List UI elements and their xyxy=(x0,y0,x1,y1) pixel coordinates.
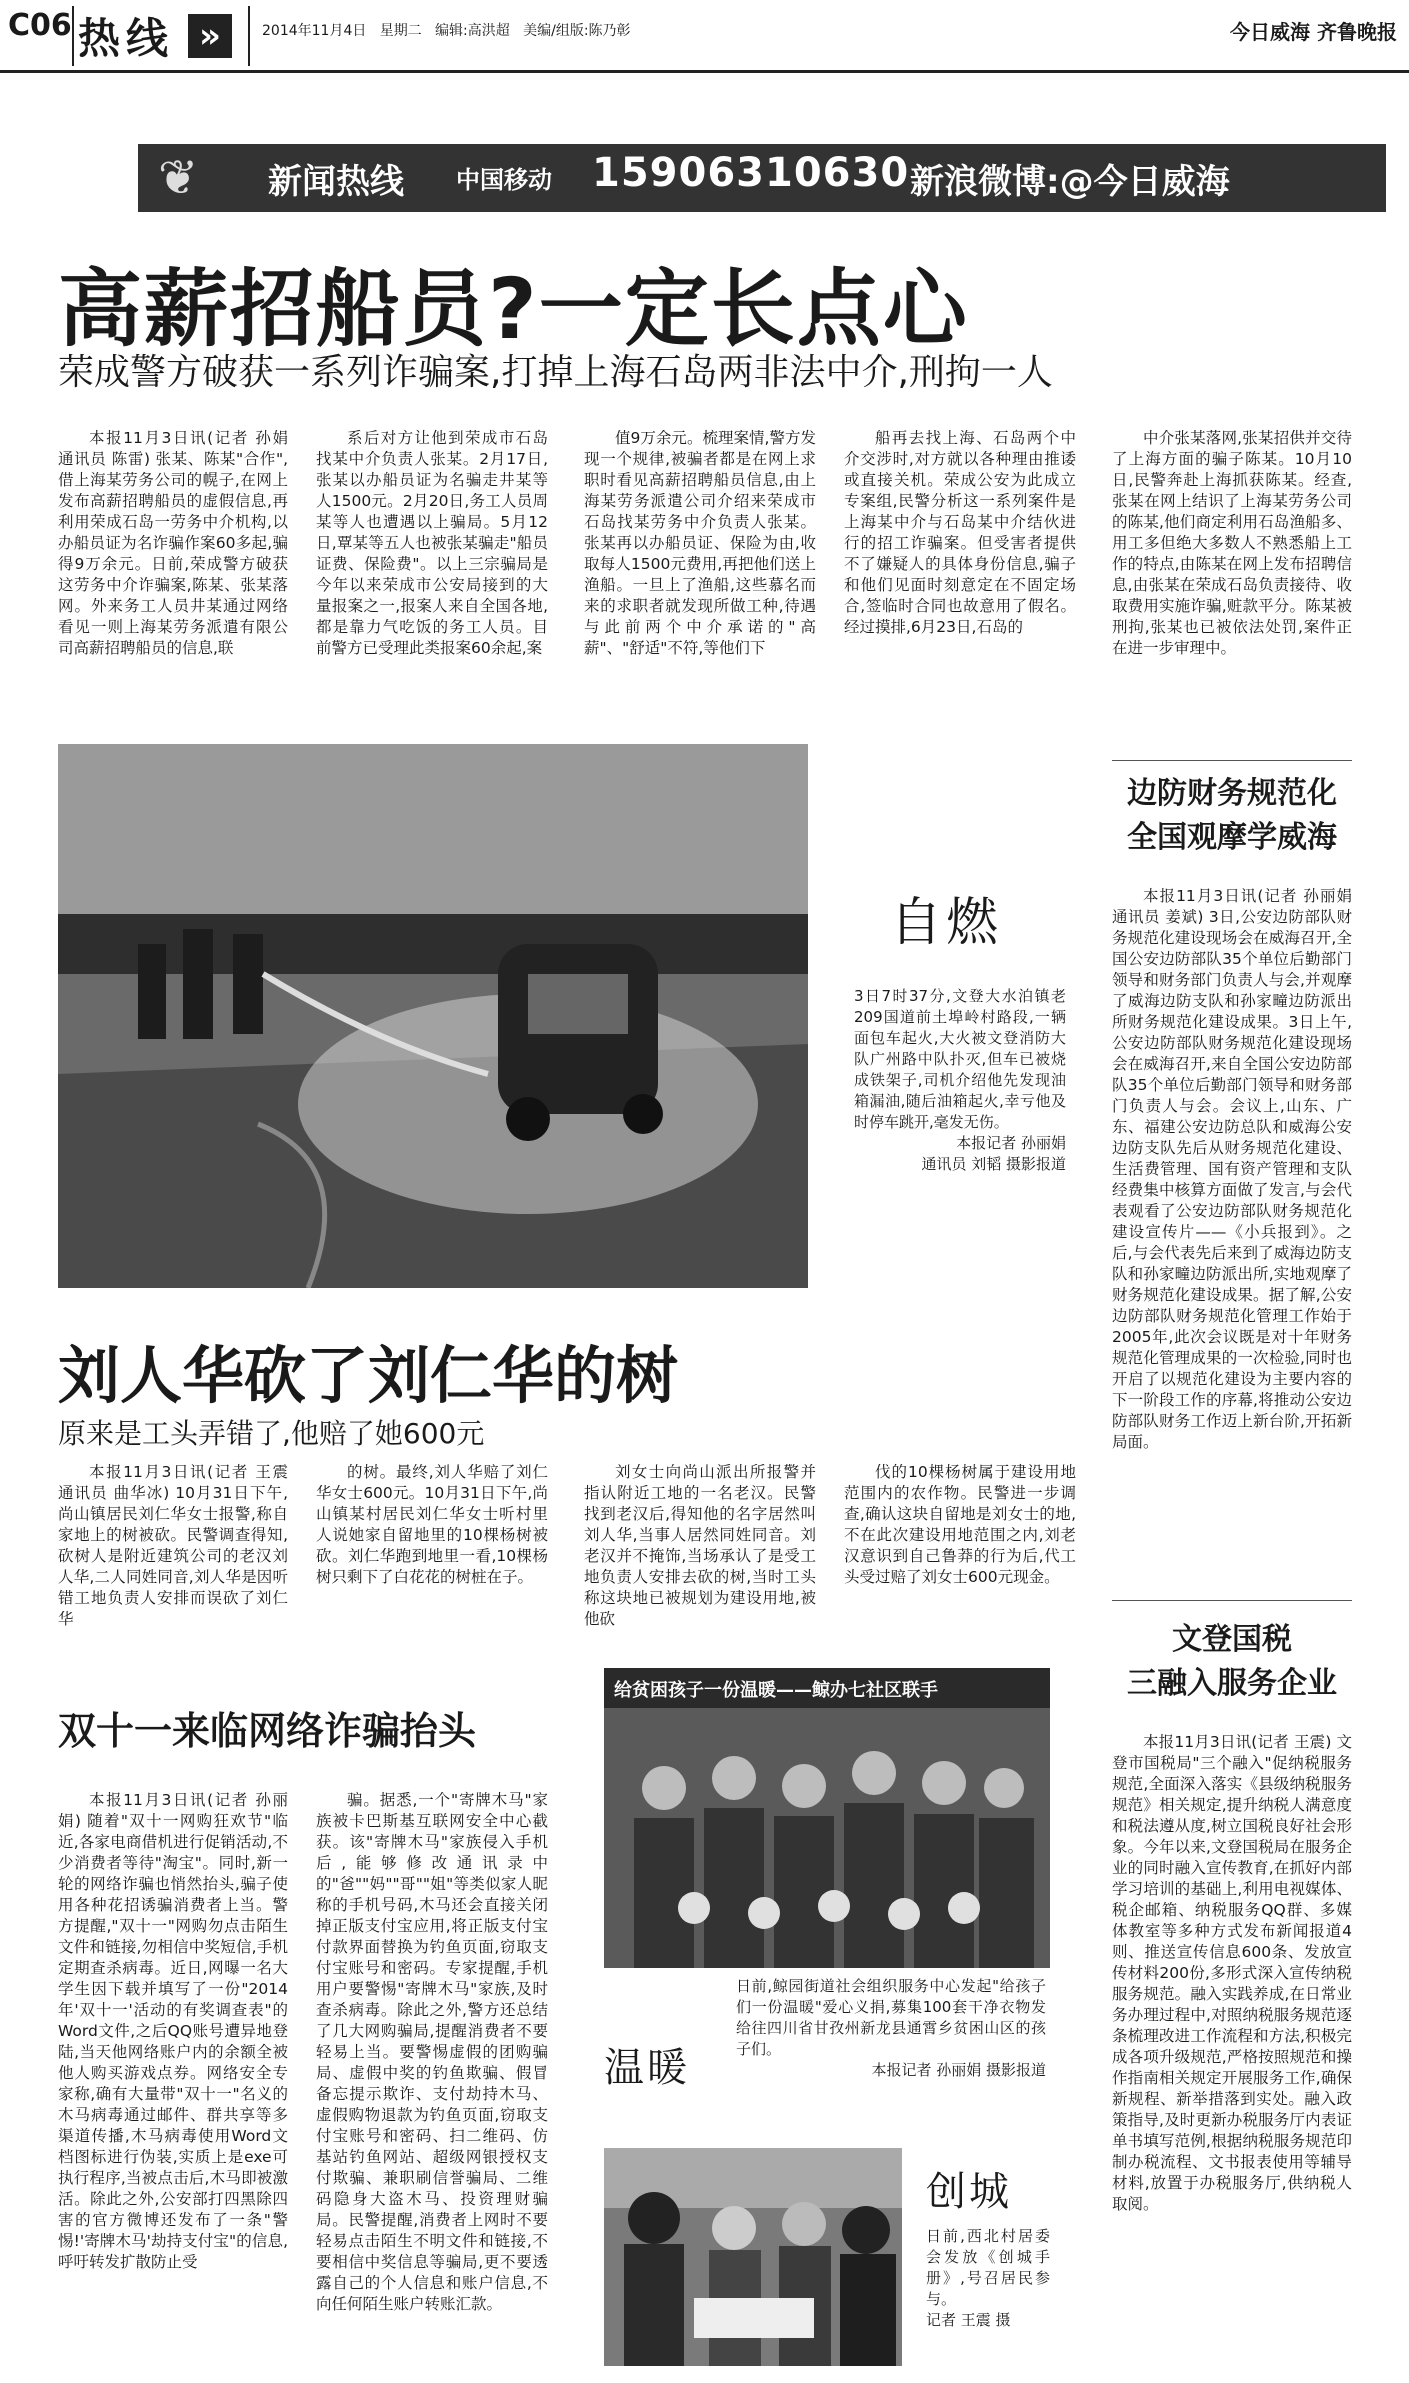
warm-caption-text: 日前,鲸园街道社会组织服务中心发起"给孩子们一份温暖"爱心义捐,募集100套干净衣物发给往四川省甘孜州新龙县通霄乡贫困山区的孩子们。 xyxy=(736,1977,1046,2058)
header-divider xyxy=(72,6,74,66)
scam-col-1: 本报11月3日讯(记者 孙丽娟) 随着"双十一网购狂欢节"临近,各家电商借机进行促销活动,不少消费者等待"淘宝"。同时,新一轮的网络诈骗也悄然抬头,骗子使用各种花招诱骗消费者上当。警方提醒,"双十一"网购勿点击陌生文件和链接,勿相信中奖短信,手机定期查杀病毒。近日,网曝一名大学生因下载并填写了一份"2014年'双十一'活动的有奖调查表"的Word文件,之后QQ账号遭异地登陆,当天他网络账户内的余额全被他人购买游戏点券。网络安全专家称,确有大量带"双十一"名义的木马病毒通过邮件、群共享等多渠道传播,木马病毒使用Word文档图标进行伪装,实质上是exe可执行程序,当被点击后,木马即被激活。除此之外,公安部打四黑除四害的官方微博还发布了一条"警惕!'寄牌木马'劫持支付宝"的信息,呼吁转发扩散防止受 xyxy=(58,1791,288,2271)
scam-col-2: 骗。据悉,一个"寄牌木马"家族被卡巴斯基互联网安全中心截获。该"寄牌木马"家族侵入手机后,能够修改通讯录中的"爸""妈""哥""姐"等类似家人昵称的手机号码,木马还会直接关闭掉正版支付宝应用,将正版支付宝付款界面替换为钓鱼页面,窃取支付宝账号和密码。专家提醒,手机用户要警惕"寄牌木马"家族,及时查杀病毒。除此之外,警方还总结了几大网购骗局,提醒消费者不要轻易上当。要警惕虚假的团购骗局、虚假中奖的钓鱼欺骗、假冒备忘提示欺诈、支付劫持木马、虚假购物退款为钓鱼页面,窃取支付宝账号和密码、扫二维码、仿基站钓鱼网站、超级网银授权支付欺骗、兼职刷信誉骗局、二维码隐身大盗木马、投资理财骗局。民警提醒,消费者上网时不要轻易点击陌生不明文件和链接,不要相信中奖信息等骗局,更不要透露自己的个人信息和账户信息,不向任何陌生账户转账汇款。 xyxy=(316,1791,548,2313)
masthead-logo: 今日威海 齐鲁晚报 xyxy=(1230,20,1397,44)
bird-logo-icon: ❦ xyxy=(158,150,199,206)
page-number: C06 xyxy=(8,8,72,43)
burning-van-image xyxy=(58,744,808,1288)
tax-top-rule xyxy=(1112,1600,1352,1601)
tree-col-2: 的树。最终,刘人华赔了刘仁华女士600元。10月31日下午,尚山镇某村居民刘仁华女士听村里人说她家自留地里的10棵杨树被砍。刘仁华跑到地里一看,10棵杨树只剩下了白花花的树桩在子。 xyxy=(316,1463,548,1586)
border-title-line-2: 全国观摩学威海 xyxy=(1127,820,1337,855)
main-col-1: 本报11月3日讯(记者 孙娟 通讯员 陈雷) 张某、陈某"合作",借上海某劳务公司的幌子,在网上发布高薪招聘船员的虚假信息,再利用荣成石岛一劳务中介机构,以办船员证为名诈骗作案60多起,骗得9万余元。日前,荣成警方破获这劳务中介诈骗案,陈某、张某落网。外来务工人员井某通过网络看见一则上海某劳务派遣有限公司高薪招聘船员的信息,联 xyxy=(58,429,288,657)
news-hotline-banner xyxy=(138,144,1386,212)
tree-col-4: 伐的10棵杨树属于建设用地范围内的农作物。民警进一步调查,确认这块自留地是刘女士的地,不在此次建设用地范围之内,刘老汉意识到自己鲁莽的行为后,代工头受过赔了刘女士600元现金。 xyxy=(844,1463,1076,1586)
city-handbook-image xyxy=(604,2148,902,2366)
donation-banner-text: 给贫困孩子一份温暖——鲸办七社区联手 xyxy=(614,1680,938,1701)
tax-title-line-2: 三融入服务企业 xyxy=(1127,1666,1337,1701)
donation-image xyxy=(604,1668,1050,1968)
tree-col-1: 本报11月3日讯(记者 王震 通讯员 曲华冰) 10月31日下午,尚山镇居民刘仁华女士报警,称自家地上的树被砍。民警调查得知,砍树人是附近建筑公司的老汉刘人华,二人同姓同音,刘人华是因听错工地负责人安排而误砍了刘仁华 xyxy=(58,1463,288,1628)
create-title-word: 创城 xyxy=(926,2169,1012,2215)
main-col-5: 中介张某落网,张某招供并交待了上海方面的骗子陈某。10月10日,民警奔赴上海抓获陈某。经查,张某在网上结识了上海某劳务公司的陈某,他们商定利用石岛渔船多、用工多但绝大多数人不熟悉船上工作的特点,由陈某在网上发布招聘信息,由张某在荣成石岛负责接待、收取费用实施诈骗,赃款平分。陈某被刑拘,张某也已被依法处罚,案件正在进一步审理中。 xyxy=(1112,429,1352,657)
border-top-rule xyxy=(1112,760,1352,761)
fire-credit-correspondent: 通讯员 刘韬 摄影报道 xyxy=(921,1155,1066,1173)
main-subheadline: 荣成警方破获一系列诈骗案,打掉上海石岛两非法中介,刑拘一人 xyxy=(58,352,1053,393)
tree-col-3: 刘女士向尚山派出所报警并指认附近工地的一名老汉。民警找到老汉后,得知他的名字居然叫刘人华,当事人居然同姓同音。刘老汉并不掩饰,当场承认了是受工地负责人安排去砍的树,当时工头称这块地已被规划为建设用地,被他砍 xyxy=(584,1463,816,1628)
carrier-logo: 中国移动 xyxy=(456,166,552,194)
scam-headline: 双十一来临网络诈骗抬头 xyxy=(58,1709,477,1753)
border-finance-headline xyxy=(1112,772,1352,860)
warm-title-word: 温暖 xyxy=(604,2045,690,2091)
tree-headline: 刘人华砍了刘仁华的树 xyxy=(58,1339,679,1412)
tax-title-line-1: 文登国税 xyxy=(1172,1622,1292,1657)
tax-body: 本报11月3日讯(记者 王震) 文登市国税局"三个融入"促纳税服务规范,全面深入落实《县级纳税服务规范》相关规定,提升纳税人满意度和税法遵从度,树立国税良好社会形象。今年以来,文登国税局在服务企业的同时融入宣传教育,在抓好内部学习培训的基础上,利用电视媒体、税企邮箱、纳税服务QQ群、多媒体教室等多种方式发布新闻报道4则、推送宣传信息600条、发放宣传材料200份,多形式深入宣传纳税服务规范。融入实践养成,在日常业务办理过程中,对照纳税服务规范逐条梳理改进工作流程和方法,积极完成各项升级规范,严格按照规范和操作指南相关规定开展服务工作,确保新规程、新举措落到实处。融入政策指导,及时更新办税服务厅内表证单书填写范例,根据纳税服务规范印制办税流程、文书报表使用等辅导材料,放置于办税服务厅,供纳税人取阅。 xyxy=(1112,1733,1352,2213)
create-caption xyxy=(926,2226,1050,2331)
weibo-account[interactable]: 新浪微博:@今日威海 xyxy=(910,162,1230,202)
main-col-4: 船再去找上海、石岛两个中介交涉时,对方就以各种理由推诿或直接关机。荣成公安为此成立专案组,民警分析这一系列案件是上海某中介与石岛某中介结伙进行的招工诈骗案。但受害者提供不了嫌疑人的具体身份信息,骗子和他们见面时刻意定在不固定场合,签临时合同也故意用了假名。经过摸排,6月23日,石岛的 xyxy=(844,429,1076,636)
create-credit: 记者 王震 摄 xyxy=(926,2311,1011,2329)
burning-van-photo xyxy=(58,744,808,1288)
hotline-phone[interactable]: 15906310630 xyxy=(592,150,910,196)
donation-photo xyxy=(604,1668,1050,1968)
issue-info: 2014年11月4日 星期二 编辑:高洪超 美编/组版:陈乃彰 xyxy=(262,23,631,39)
fire-caption-text: 3日7时37分,文登大水泊镇老209国道前土埠岭村路段,一辆面包车起火,大火被文登消防大队广州路中队扑灭,但车已被烧成铁架子,司机介绍他先发现油箱漏油,随后油箱起火,幸亏他及时停车跳开,毫发无伤。 xyxy=(854,987,1066,1131)
header-rule xyxy=(0,70,1409,73)
main-headline: 高薪招船员?一定长点心 xyxy=(58,260,969,358)
fire-caption xyxy=(854,986,1066,1175)
border-finance-body: 本报11月3日讯(记者 孙丽娟 通讯员 姜斌) 3日,公安边防部队财务规范化建设现场会在威海召开,全国公安边防部队35个单位后勤部门领导和财务部门负责人与会,并观摩了威海边防支队和孙家疃边防派出所财务规范化建设成果。3日上午,公安边防部队财务规范化建设现场会在威海召开,来自全国公安边防部队35个单位后勤部门领导和财务部门负责人与会。会议上,山东、广东、福建公安边防总队和威海公安边防支队先后从财务规范化建设、生活费管理、国有资产管理和支队经费集中核算方面做了发言,与会代表观看了公安边防部队财务规范化建设宣传片——《小兵报到》。之后,与会代表先后来到了威海边防支队和孙家疃边防派出所,实地观摩了财务规范化建设成果。据了解,公安边防部队财务规范化管理工作始于2005年,此次会议既是对十年财务规范化管理成果的一次检验,同时也开启了以规范化建设为主要内容的下一阶段工作的序幕,将推动公安边防部队财务工作迈上新台阶,开拓新局面。 xyxy=(1112,887,1352,1451)
main-col-3: 值9万余元。梳理案情,警方发现一个规律,被骗者都是在网上求职时看见高薪招聘船员信息,由上海某劳务派遣公司介绍来荣成市石岛找某劳务中介负责人张某。张某再以办船员证、保险为由,收取每人1500元费用,再把他们送上渔船。一旦上了渔船,这些慕名而来的求职者就发现所做工种,待遇与此前两个中介承诺的"高薪"、"舒适"不符,等他们下 xyxy=(584,429,816,657)
section-title: 热线 xyxy=(78,14,175,63)
tax-headline xyxy=(1112,1618,1352,1706)
warm-caption xyxy=(736,1976,1046,2081)
main-col-2: 系后对方让他到荣成市石岛找某中介负责人张某。2月17日,张某以办船员证为名骗走井某等人1500元。2月20日,务工人员周某等人也遭遇以上骗局。5月12日,覃某等五人也被张某骗走"船员证费、保险费"。以上三宗骗局是今年以来荣成市公安局接到的大量报案之一,报案人来自全国各地,都是靠力气吃饭的务工人员。目前警方已受理此类报案60余起,案 xyxy=(316,429,548,657)
header-divider-2 xyxy=(248,6,250,66)
chevron-right-icon: » xyxy=(188,14,232,58)
fire-title-word: 自燃 xyxy=(890,893,1003,953)
border-title-line-1: 边防财务规范化 xyxy=(1127,776,1337,811)
city-handbook-photo xyxy=(604,2148,902,2366)
create-caption-text: 日前,西北村居委会发放《创城手册》,号召居民参与。 xyxy=(926,2227,1050,2308)
hotline-label: 新闻热线 xyxy=(268,162,404,202)
warm-credit: 本报记者 孙丽娟 摄影报道 xyxy=(871,2061,1046,2079)
fire-credit-reporter: 本报记者 孙丽娟 xyxy=(956,1134,1066,1152)
tree-subheadline: 原来是工头弄错了,他赔了她600元 xyxy=(58,1417,485,1450)
